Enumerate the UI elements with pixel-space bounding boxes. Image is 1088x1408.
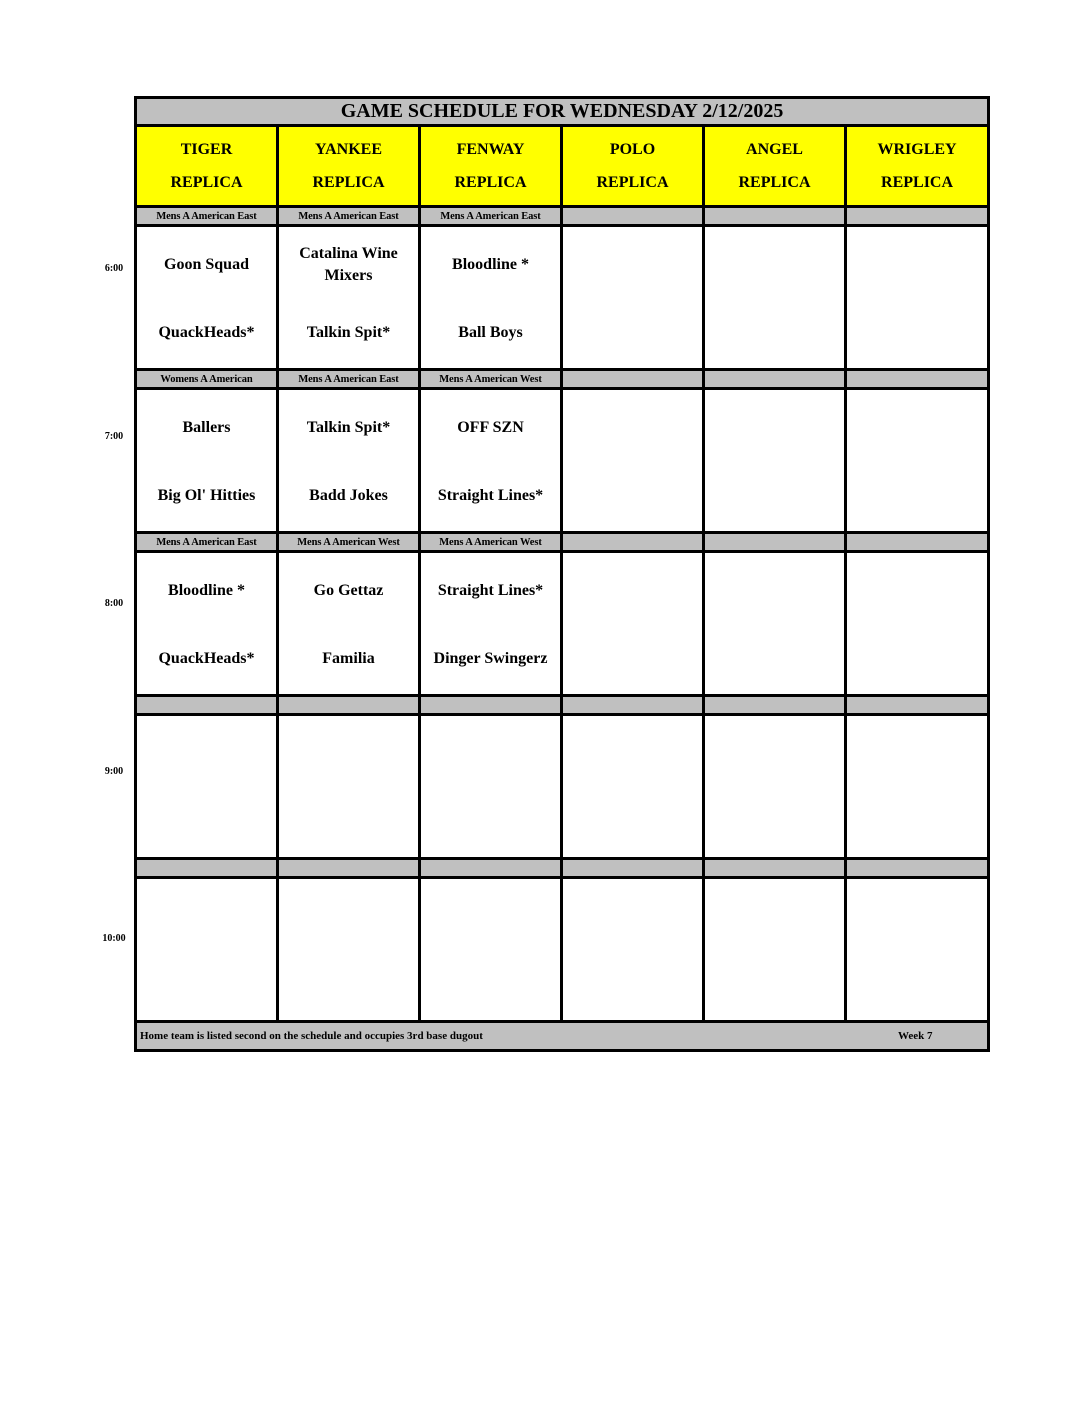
away-team (563, 241, 702, 289)
home-team (563, 808, 702, 836)
league-label (562, 207, 704, 226)
league-label (136, 696, 278, 715)
time-label: 9:00 (104, 766, 124, 777)
away-team (421, 730, 560, 778)
matchup (279, 390, 418, 531)
game-cell (420, 552, 562, 696)
league-row (136, 696, 989, 715)
footer-note: Home team is listed second on the schedule and occupies 3rd base dugout (140, 1030, 483, 1042)
home-team (847, 319, 987, 347)
home-team: Dinger Swingerz (433, 650, 548, 667)
time-label: 7:00 (104, 431, 124, 442)
away-team: Catalina Wine Mixers (299, 245, 398, 284)
away-team (421, 893, 560, 941)
game-cell (136, 878, 278, 1022)
field-name: ANGEL (746, 141, 803, 158)
game-cell (278, 715, 420, 859)
field-type: REPLICA (596, 174, 669, 191)
game-cell (846, 389, 989, 533)
game-row (136, 878, 989, 1022)
league-label: Mens A American East (136, 533, 278, 552)
away-team: Ballers (182, 419, 231, 436)
away-team (847, 893, 987, 941)
away-team (705, 241, 844, 289)
game-cell (136, 389, 278, 533)
field-header-angel (704, 126, 846, 207)
week-label: Week 7 (898, 1030, 933, 1042)
home-team (563, 482, 702, 510)
schedule-title (136, 98, 989, 126)
home-team (847, 808, 987, 836)
league-label: Mens A American East (278, 370, 420, 389)
league-row (136, 859, 989, 878)
matchup (847, 716, 987, 857)
matchup (847, 390, 987, 531)
home-team (279, 971, 418, 999)
home-team (847, 482, 987, 510)
league-label (562, 859, 704, 878)
league-label (846, 370, 989, 389)
time-label: 8:00 (104, 598, 124, 609)
away-team (563, 730, 702, 778)
league-label (704, 207, 846, 226)
league-label (136, 859, 278, 878)
matchup (279, 553, 418, 694)
field-header-polo (562, 126, 704, 207)
home-team (279, 808, 418, 836)
league-label (846, 859, 989, 878)
game-cell (136, 226, 278, 370)
league-label (562, 370, 704, 389)
field-header-row (136, 126, 989, 207)
game-cell (562, 878, 704, 1022)
time-label: 10:00 (102, 933, 126, 944)
matchup (563, 879, 702, 1020)
away-team: Straight Lines* (437, 582, 544, 599)
game-cell (136, 552, 278, 696)
away-team: Go Gettaz (313, 582, 384, 599)
away-team (847, 567, 987, 615)
away-team (137, 893, 276, 941)
matchup (137, 390, 276, 531)
away-team: Goon Squad (164, 256, 249, 273)
home-team (563, 319, 702, 347)
schedule-title-text: GAME SCHEDULE FOR WEDNESDAY 2/12/2025 (340, 100, 784, 122)
away-team (563, 567, 702, 615)
matchup (563, 390, 702, 531)
matchup (847, 553, 987, 694)
away-team (705, 404, 844, 452)
game-cell (420, 226, 562, 370)
matchup (421, 227, 560, 368)
game-cell (704, 226, 846, 370)
league-row (136, 370, 989, 389)
field-type: REPLICA (738, 174, 811, 191)
away-team (705, 730, 844, 778)
home-team (705, 808, 844, 836)
field-type: REPLICA (454, 174, 527, 191)
matchup (847, 879, 987, 1020)
matchup (137, 716, 276, 857)
title-row (136, 98, 989, 126)
game-row (136, 552, 989, 696)
home-team (563, 971, 702, 999)
game-cell (704, 389, 846, 533)
away-team (847, 404, 987, 452)
home-team (705, 319, 844, 347)
matchup (137, 227, 276, 368)
field-name: YANKEE (315, 141, 382, 158)
matchup (279, 716, 418, 857)
away-team: Talkin Spit* (306, 419, 391, 436)
league-label: Mens A American East (278, 207, 420, 226)
home-team (421, 808, 560, 836)
away-team (563, 893, 702, 941)
home-team (563, 645, 702, 673)
matchup (563, 553, 702, 694)
home-team (847, 971, 987, 999)
matchup (279, 227, 418, 368)
league-label (420, 696, 562, 715)
game-cell (562, 389, 704, 533)
matchup (563, 227, 702, 368)
field-header-fenway (420, 126, 562, 207)
league-label: Womens A American (136, 370, 278, 389)
league-label: Mens A American East (420, 207, 562, 226)
away-team: Bloodline * (168, 582, 245, 599)
game-row (136, 389, 989, 533)
field-type: REPLICA (881, 174, 954, 191)
field-name: POLO (609, 141, 656, 158)
home-team (137, 808, 276, 836)
away-team: Bloodline * (452, 256, 529, 273)
game-cell (278, 226, 420, 370)
game-cell (562, 715, 704, 859)
matchup (705, 879, 844, 1020)
league-label (846, 533, 989, 552)
matchup (705, 227, 844, 368)
away-team (847, 241, 987, 289)
game-cell (846, 715, 989, 859)
home-team (705, 482, 844, 510)
league-label: Mens A American West (420, 533, 562, 552)
game-cell (562, 552, 704, 696)
matchup (421, 553, 560, 694)
field-type: REPLICA (170, 174, 243, 191)
matchup (421, 716, 560, 857)
away-team (137, 730, 276, 778)
field-header-tiger (136, 126, 278, 207)
game-cell (704, 878, 846, 1022)
matchup (279, 879, 418, 1020)
game-row (136, 715, 989, 859)
league-label: Mens A American West (420, 370, 562, 389)
matchup (847, 227, 987, 368)
field-name: TIGER (180, 141, 233, 158)
league-label (704, 696, 846, 715)
matchup (705, 390, 844, 531)
home-team: Familia (322, 650, 375, 667)
home-team: QuackHeads* (158, 650, 255, 667)
game-cell (704, 552, 846, 696)
game-cell (278, 878, 420, 1022)
game-cell (420, 878, 562, 1022)
game-cell (136, 715, 278, 859)
game-cell (846, 552, 989, 696)
home-team (847, 645, 987, 673)
home-team: Badd Jokes (309, 487, 388, 504)
league-label (846, 207, 989, 226)
home-team: QuackHeads* (158, 324, 255, 341)
league-label (278, 859, 420, 878)
away-team (563, 404, 702, 452)
home-team: Talkin Spit* (306, 324, 391, 341)
matchup (563, 716, 702, 857)
game-cell (846, 878, 989, 1022)
league-label (846, 696, 989, 715)
matchup (421, 879, 560, 1020)
away-team (279, 730, 418, 778)
game-cell (278, 552, 420, 696)
field-name: WRIGLEY (877, 141, 957, 158)
away-team (705, 893, 844, 941)
league-label (704, 533, 846, 552)
league-row (136, 207, 989, 226)
league-label (278, 696, 420, 715)
field-header-wrigley (846, 126, 989, 207)
game-row (136, 226, 989, 370)
home-team: Ball Boys (458, 324, 523, 341)
time-label: 6:00 (104, 263, 124, 274)
game-cell (562, 226, 704, 370)
footer-row (136, 1022, 989, 1051)
field-header-yankee (278, 126, 420, 207)
game-cell (846, 226, 989, 370)
game-cell (278, 389, 420, 533)
away-team: OFF SZN (457, 419, 524, 436)
league-label (704, 859, 846, 878)
home-team (421, 971, 560, 999)
home-team: Straight Lines* (437, 487, 544, 504)
game-cell (420, 389, 562, 533)
matchup (705, 716, 844, 857)
matchup (705, 553, 844, 694)
matchup (137, 879, 276, 1020)
league-row (136, 533, 989, 552)
schedule-table (134, 96, 990, 1052)
field-name: FENWAY (456, 141, 525, 158)
home-team (137, 971, 276, 999)
league-label: Mens A American West (278, 533, 420, 552)
game-cell (704, 715, 846, 859)
home-team (705, 645, 844, 673)
league-label (420, 859, 562, 878)
league-label (704, 370, 846, 389)
home-team: Big Ol' Hitties (157, 487, 256, 504)
home-team (705, 971, 844, 999)
league-label (562, 533, 704, 552)
game-cell (420, 715, 562, 859)
footer-cell (136, 1022, 989, 1051)
matchup (137, 553, 276, 694)
league-label: Mens A American East (136, 207, 278, 226)
away-team (847, 730, 987, 778)
field-type: REPLICA (312, 174, 385, 191)
matchup (421, 390, 560, 531)
away-team (705, 567, 844, 615)
league-label (562, 696, 704, 715)
away-team (279, 893, 418, 941)
